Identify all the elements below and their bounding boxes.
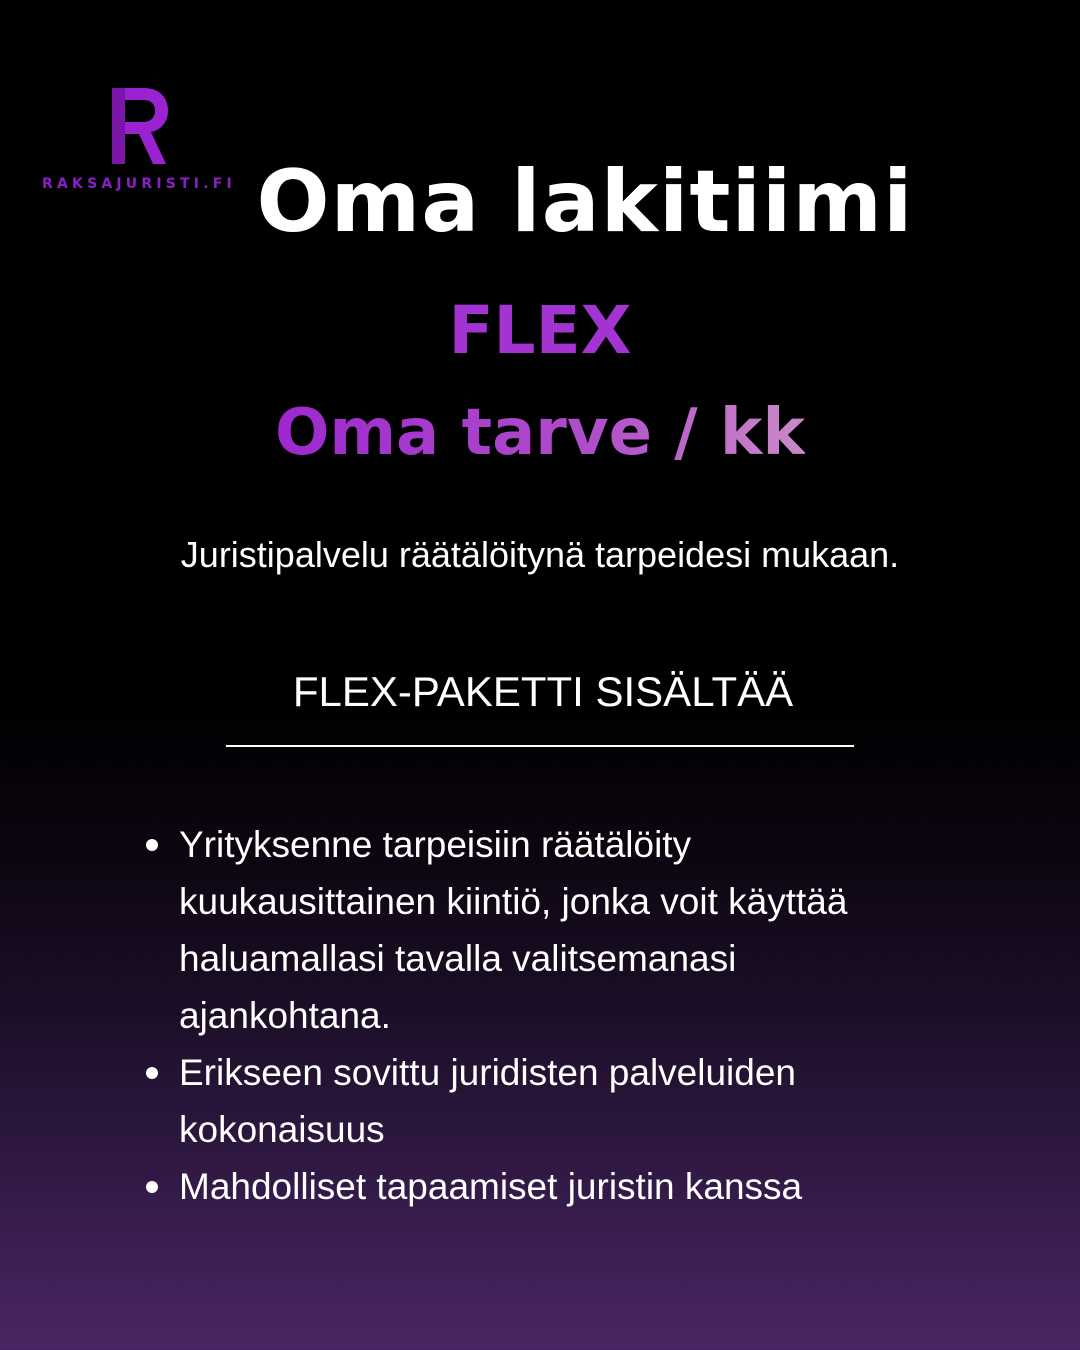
plan-price	[0, 396, 1080, 470]
bullet-icon	[146, 1181, 158, 1193]
page-title: Oma lakitiimi	[256, 152, 914, 252]
heading-divider	[226, 745, 854, 747]
feature-item	[142, 1158, 942, 1215]
feature-text: Mahdolliset tapaamiset juristin kanssa	[179, 1166, 803, 1207]
plan-name: FLEX	[448, 292, 632, 369]
bullet-icon	[146, 839, 158, 851]
bullet-icon	[146, 1067, 158, 1079]
plan-price-text: Oma tarve / kk	[274, 396, 806, 470]
feature-item	[142, 1044, 942, 1158]
feature-text: Yrityksenne tarpeisiin räätälöity kuukausittainen kiintiö, jonka voit käyttää haluamallasi tavalla valitsemanasi ajankohtana.	[179, 824, 848, 1036]
feature-item	[142, 816, 942, 1044]
brand-name: RAKSAJURISTI.FI	[42, 176, 236, 192]
feature-list	[142, 816, 942, 1215]
tagline: Juristipalvelu räätälöitynä tarpeidesi mukaan.	[180, 534, 900, 575]
package-heading: FLEX-PAKETTI SISÄLTÄÄ	[292, 668, 794, 715]
feature-text: Erikseen sovittu juridisten palveluiden kokonaisuus	[179, 1052, 797, 1150]
